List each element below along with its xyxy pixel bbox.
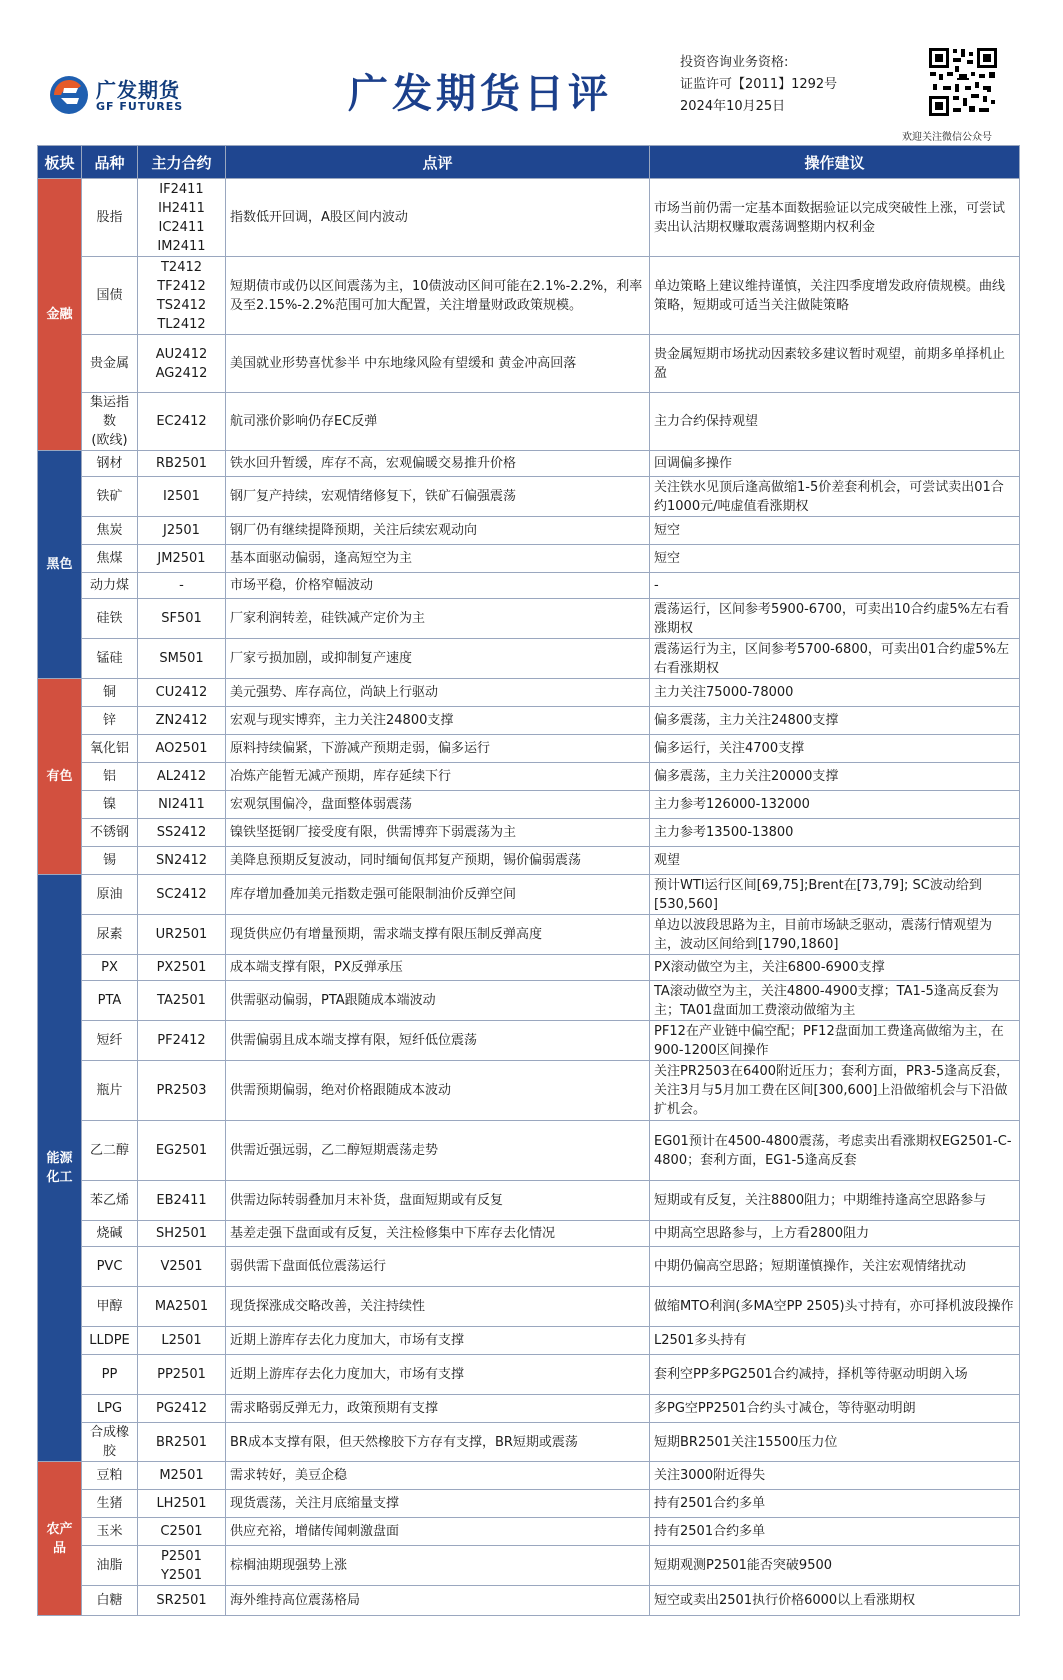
comment-cell: 库存增加叠加美元指数走强可能限制油价反弹空间: [226, 875, 650, 915]
variety-cell: 动力煤: [82, 573, 138, 599]
table-row: [38, 639, 1020, 679]
advice-cell: 中期高空思路参与，上方看2800阻力: [650, 1221, 1020, 1247]
contract-cell: JM2501: [138, 545, 226, 573]
sector-cell: 农产品: [38, 1462, 82, 1616]
table-row: [38, 1021, 1020, 1061]
advice-cell: 短期BR2501关注15500压力位: [650, 1423, 1020, 1462]
comment-cell: 现货供应仍有增量预期，需求端支撑有限压制反弹高度: [226, 915, 650, 955]
table-row: [38, 1181, 1020, 1221]
variety-cell: 焦煤: [82, 545, 138, 573]
table-row: [38, 1247, 1020, 1287]
advice-cell: 主力关注75000-78000: [650, 679, 1020, 707]
advice-cell: 关注PR2503在6400附近压力；套利方面，PR3-5逢高反套，关注3月与5月加工费在区间[300,600]上沿做缩机会与下沿做扩机会。: [650, 1061, 1020, 1121]
contract-cell: SS2412: [138, 819, 226, 847]
variety-cell: 钢材: [82, 451, 138, 477]
table-row: [38, 1287, 1020, 1327]
advice-cell: 短空: [650, 545, 1020, 573]
contract-cell: TA2501: [138, 981, 226, 1021]
variety-cell: 锰硅: [82, 639, 138, 679]
page-title: 广发期货日评: [348, 71, 612, 117]
advice-cell: 回调偏多操作: [650, 451, 1020, 477]
contract-cell: SM501: [138, 639, 226, 679]
contract-cell: ZN2412: [138, 707, 226, 735]
variety-cell: 铝: [82, 763, 138, 791]
table-row: [38, 915, 1020, 955]
advice-cell: 市场当前仍需一定基本面数据验证以完成突破性上涨，可尝试卖出认沽期权赚取震荡调整期内权利金: [650, 179, 1020, 257]
comment-cell: 需求转好，美豆企稳: [226, 1462, 650, 1490]
contract-cell: AO2501: [138, 735, 226, 763]
table-row: [38, 1221, 1020, 1247]
contract-cell: -: [138, 573, 226, 599]
table-row: [38, 573, 1020, 599]
contract-cell: PP2501: [138, 1355, 226, 1395]
variety-cell: 国债: [82, 257, 138, 335]
comment-cell: 钢厂仍有继续提降预期，关注后续宏观动向: [226, 517, 650, 545]
advice-cell: PF12在产业链中偏空配；PF12盘面加工费逢高做缩为主，在900-1200区间操作: [650, 1021, 1020, 1061]
comment-cell: 指数低开回调，A股区间内波动: [226, 179, 650, 257]
advice-cell: 做缩MTO利润(多MA空PP 2505)头寸持有，亦可择机波段操作: [650, 1287, 1020, 1327]
variety-cell: PVC: [82, 1247, 138, 1287]
advice-cell: 偏多运行，关注4700支撑: [650, 735, 1020, 763]
contract-cell: RB2501: [138, 451, 226, 477]
comment-cell: 航司涨价影响仍存EC反弹: [226, 393, 650, 451]
variety-cell: 尿素: [82, 915, 138, 955]
comment-cell: 铁水回升暂缓，库存不高，宏观偏暖交易推升价格: [226, 451, 650, 477]
license-info: [680, 52, 837, 118]
table-row: [38, 1586, 1020, 1616]
contract-cell: P2501 Y2501: [138, 1546, 226, 1586]
contract-cell: AL2412: [138, 763, 226, 791]
contract-cell: SC2412: [138, 875, 226, 915]
table-row: [38, 875, 1020, 915]
contract-cell: EC2412: [138, 393, 226, 451]
comment-cell: 现货探涨成交略改善，关注持续性: [226, 1287, 650, 1327]
table-row: [38, 451, 1020, 477]
variety-cell: 镍: [82, 791, 138, 819]
variety-cell: 豆粕: [82, 1462, 138, 1490]
header-variety: 品种: [82, 146, 138, 179]
advice-cell: 贵金属短期市场扰动因素较多建议暂时观望，前期多单择机止盈: [650, 335, 1020, 393]
variety-cell: 乙二醇: [82, 1121, 138, 1181]
comment-cell: 供需预期偏弱，绝对价格跟随成本波动: [226, 1061, 650, 1121]
table-body: [38, 179, 1020, 1616]
sector-cell: 有色: [38, 679, 82, 875]
table-row: [38, 679, 1020, 707]
variety-cell: PP: [82, 1355, 138, 1395]
comment-cell: 近期上游库存去化力度加大，市场有支撑: [226, 1327, 650, 1355]
contract-cell: C2501: [138, 1518, 226, 1546]
comment-cell: 厂家利润转差，硅铁减产定价为主: [226, 599, 650, 639]
variety-cell: 股指: [82, 179, 138, 257]
license-number: 证监许可【2011】1292号: [680, 77, 838, 92]
comment-cell: 棕榈油期现强势上涨: [226, 1546, 650, 1586]
table-row: [38, 1355, 1020, 1395]
contract-cell: PF2412: [138, 1021, 226, 1061]
contract-cell: LH2501: [138, 1490, 226, 1518]
table-row: [38, 955, 1020, 981]
variety-cell: 合成橡胶: [82, 1423, 138, 1462]
comment-cell: 供需驱动偏弱，PTA跟随成本端波动: [226, 981, 650, 1021]
contract-cell: PR2503: [138, 1061, 226, 1121]
qr-code-icon: [927, 46, 999, 118]
contract-cell: PX2501: [138, 955, 226, 981]
table-row: [38, 1546, 1020, 1586]
contract-cell: EB2411: [138, 1181, 226, 1221]
variety-cell: LLDPE: [82, 1327, 138, 1355]
table-header-row: [38, 146, 1020, 179]
sector-cell: 金融: [38, 179, 82, 451]
advice-cell: 短空: [650, 517, 1020, 545]
advice-cell: 预计WTI运行区间[69,75];Brent在[73,79]; SC波动给到[530,560]: [650, 875, 1020, 915]
comment-cell: 基本面驱动偏弱，逢高短空为主: [226, 545, 650, 573]
table-row: [38, 819, 1020, 847]
advice-cell: 单边以波段思路为主，目前市场缺乏驱动，震荡行情观望为主，波动区间给到[1790,1860]: [650, 915, 1020, 955]
contract-cell: NI2411: [138, 791, 226, 819]
table-row: [38, 1490, 1020, 1518]
comment-cell: 海外维持高位震荡格局: [226, 1586, 650, 1616]
variety-cell: 锡: [82, 847, 138, 875]
table-row: [38, 735, 1020, 763]
advice-cell: -: [650, 573, 1020, 599]
table-row: [38, 1327, 1020, 1355]
comment-cell: 厂家亏损加剧，或抑制复产速度: [226, 639, 650, 679]
advice-cell: TA滚动做空为主，关注4800-4900支撑；TA1-5逢高反套为主；TA01盘面加工费滚动做缩为主: [650, 981, 1020, 1021]
table-row: [38, 763, 1020, 791]
table-row: [38, 517, 1020, 545]
comment-cell: 美降息预期反复波动，同时缅甸佤邦复产预期，锡价偏弱震荡: [226, 847, 650, 875]
advice-cell: 套利空PP多PG2501合约减持，择机等待驱动明朗入场: [650, 1355, 1020, 1395]
advice-cell: EG01预计在4500-4800震荡，考虑卖出看涨期权EG2501-C-4800；套利方面，EG1-5逢高反套: [650, 1121, 1020, 1181]
advice-cell: 持有2501合约多单: [650, 1518, 1020, 1546]
variety-cell: 集运指数 (欧线): [82, 393, 138, 451]
table-row: [38, 1423, 1020, 1462]
contract-cell: V2501: [138, 1247, 226, 1287]
advice-cell: 主力合约保持观望: [650, 393, 1020, 451]
comment-cell: 市场平稳，价格窄幅波动: [226, 573, 650, 599]
table-row: [38, 545, 1020, 573]
variety-cell: 硅铁: [82, 599, 138, 639]
advice-cell: 关注铁水见顶后逢高做缩1-5价差套利机会，可尝试卖出01合约1000元/吨虚值看涨期权: [650, 477, 1020, 517]
table-row: [38, 791, 1020, 819]
contract-cell: UR2501: [138, 915, 226, 955]
variety-cell: 氧化铝: [82, 735, 138, 763]
variety-cell: 原油: [82, 875, 138, 915]
variety-cell: 油脂: [82, 1546, 138, 1586]
variety-cell: 贵金属: [82, 335, 138, 393]
company-logo: [48, 72, 208, 120]
contract-cell: L2501: [138, 1327, 226, 1355]
contract-cell: MA2501: [138, 1287, 226, 1327]
advice-cell: 主力参考126000-132000: [650, 791, 1020, 819]
comment-cell: 供应充裕，增储传闻刺激盘面: [226, 1518, 650, 1546]
advice-cell: 观望: [650, 847, 1020, 875]
advice-cell: 单边策略上建议维持谨慎，关注四季度增发政府债规模。曲线策略，短期或可适当关注做陡策略: [650, 257, 1020, 335]
variety-cell: 铁矿: [82, 477, 138, 517]
header-sector: 板块: [38, 146, 82, 179]
contract-cell: SH2501: [138, 1221, 226, 1247]
comment-cell: 冶炼产能暂无减产预期，库存延续下行: [226, 763, 650, 791]
advice-cell: 中期仍偏高空思路；短期谨慎操作，关注宏观情绪扰动: [650, 1247, 1020, 1287]
table-row: [38, 1518, 1020, 1546]
comment-cell: 宏观氛围偏冷，盘面整体弱震荡: [226, 791, 650, 819]
comment-cell: 供需偏弱且成本端支撑有限，短纤低位震荡: [226, 1021, 650, 1061]
table-row: [38, 981, 1020, 1021]
table-row: [38, 599, 1020, 639]
header-comment: 点评: [226, 146, 650, 179]
report-header: [0, 0, 1063, 145]
comment-cell: 弱供需下盘面低位震荡运行: [226, 1247, 650, 1287]
variety-cell: 玉米: [82, 1518, 138, 1546]
table-row: [38, 477, 1020, 517]
contract-cell: SF501: [138, 599, 226, 639]
variety-cell: 不锈钢: [82, 819, 138, 847]
advice-cell: 偏多震荡，主力关注24800支撑: [650, 707, 1020, 735]
contract-cell: SN2412: [138, 847, 226, 875]
contract-cell: EG2501: [138, 1121, 226, 1181]
table-row: [38, 1121, 1020, 1181]
table-row: [38, 1395, 1020, 1423]
variety-cell: 锌: [82, 707, 138, 735]
comment-cell: 原料持续偏紧，下游减产预期走弱，偏多运行: [226, 735, 650, 763]
daily-review-table: [37, 145, 1020, 1616]
contract-cell: J2501: [138, 517, 226, 545]
variety-cell: 焦炭: [82, 517, 138, 545]
qr-caption: 欢迎关注微信公众号: [902, 132, 992, 143]
variety-cell: 甲醇: [82, 1287, 138, 1327]
sector-cell: 能源 化工: [38, 875, 82, 1462]
advice-cell: 短期观测P2501能否突破9500: [650, 1546, 1020, 1586]
advice-cell: 持有2501合约多单: [650, 1490, 1020, 1518]
contract-cell: AU2412 AG2412: [138, 335, 226, 393]
report-date: 2024年10月25日: [680, 99, 786, 114]
logo-chinese-text: 广发期货: [96, 78, 180, 102]
contract-cell: I2501: [138, 477, 226, 517]
advice-cell: 多PG空PP2501合约头寸减仓，等待驱动明朗: [650, 1395, 1020, 1423]
comment-cell: 近期上游库存去化力度加大，市场有支撑: [226, 1355, 650, 1395]
variety-cell: PTA: [82, 981, 138, 1021]
comment-cell: 钢厂复产持续，宏观情绪修复下，铁矿石偏强震荡: [226, 477, 650, 517]
advice-cell: PX滚动做空为主，关注6800-6900支撑: [650, 955, 1020, 981]
table-row: [38, 707, 1020, 735]
variety-cell: 铜: [82, 679, 138, 707]
comment-cell: 基差走强下盘面或有反复，关注检修集中下库存去化情况: [226, 1221, 650, 1247]
table-row: [38, 335, 1020, 393]
advice-cell: 偏多震荡，主力关注20000支撑: [650, 763, 1020, 791]
table-row: [38, 257, 1020, 335]
variety-cell: 生猪: [82, 1490, 138, 1518]
table-row: [38, 1061, 1020, 1121]
contract-cell: T2412 TF2412 TS2412 TL2412: [138, 257, 226, 335]
table-row: [38, 179, 1020, 257]
variety-cell: PX: [82, 955, 138, 981]
variety-cell: 烧碱: [82, 1221, 138, 1247]
comment-cell: 供需边际转弱叠加月末补货，盘面短期或有反复: [226, 1181, 650, 1221]
comment-cell: 成本端支撑有限，PX反弹承压: [226, 955, 650, 981]
variety-cell: 白糖: [82, 1586, 138, 1616]
comment-cell: 镍铁坚挺钢厂接受度有限，供需博弈下弱震荡为主: [226, 819, 650, 847]
comment-cell: 宏观与现实博弈，主力关注24800支撑: [226, 707, 650, 735]
comment-cell: 美元强势、库存高位，尚缺上行驱动: [226, 679, 650, 707]
variety-cell: 短纤: [82, 1021, 138, 1061]
comment-cell: BR成本支撑有限，但天然橡胶下方存有支撑，BR短期或震荡: [226, 1423, 650, 1462]
header-advice: 操作建议: [650, 146, 1020, 179]
contract-cell: IF2411 IH2411 IC2411 IM2411: [138, 179, 226, 257]
qualification-label: 投资咨询业务资格:: [680, 55, 789, 70]
advice-cell: 震荡运行为主，区间参考5700-6800，可卖出01合约虚5%左右看涨期权: [650, 639, 1020, 679]
contract-cell: M2501: [138, 1462, 226, 1490]
variety-cell: 苯乙烯: [82, 1181, 138, 1221]
contract-cell: SR2501: [138, 1586, 226, 1616]
comment-cell: 需求略弱反弹无力，政策预期有支撑: [226, 1395, 650, 1423]
advice-cell: L2501多头持有: [650, 1327, 1020, 1355]
advice-cell: 短期或有反复，关注8800阻力；中期维持逢高空思路参与: [650, 1181, 1020, 1221]
gf-logo-icon: [48, 74, 90, 116]
comment-cell: 短期债市或仍以区间震荡为主，10债波动区间可能在2.1%-2.2%，利率及至2.15%-2.2%范围可加大配置，关注增量财政政策规模。: [226, 257, 650, 335]
comment-cell: 现货震荡，关注月底缩量支撑: [226, 1490, 650, 1518]
advice-cell: 关注3000附近得失: [650, 1462, 1020, 1490]
header-contract: 主力合约: [138, 146, 226, 179]
variety-cell: 瓶片: [82, 1061, 138, 1121]
contract-cell: BR2501: [138, 1423, 226, 1462]
comment-cell: 美国就业形势喜忧参半 中东地缘风险有望缓和 黄金冲高回落: [226, 335, 650, 393]
comment-cell: 供需近强远弱，乙二醇短期震荡走势: [226, 1121, 650, 1181]
advice-cell: 短空或卖出2501执行价格6000以上看涨期权: [650, 1586, 1020, 1616]
table-row: [38, 1462, 1020, 1490]
table-row: [38, 847, 1020, 875]
sector-cell: 黑色: [38, 451, 82, 679]
logo-english-text: GF FUTURES: [96, 100, 184, 113]
advice-cell: 震荡运行，区间参考5900-6700，可卖出10合约虚5%左右看涨期权: [650, 599, 1020, 639]
variety-cell: LPG: [82, 1395, 138, 1423]
contract-cell: PG2412: [138, 1395, 226, 1423]
advice-cell: 主力参考13500-13800: [650, 819, 1020, 847]
contract-cell: CU2412: [138, 679, 226, 707]
table-row: [38, 393, 1020, 451]
